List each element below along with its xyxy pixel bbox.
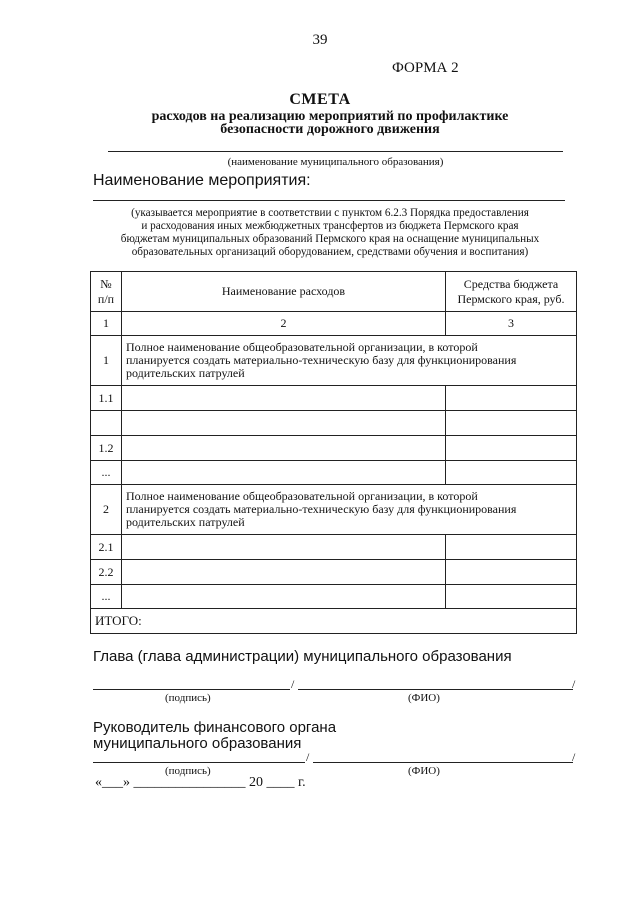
org-line: планируется создать материально-техническую базу для функционирования <box>126 502 517 516</box>
table-cell: 3 <box>446 312 577 336</box>
separator-slash: / <box>306 750 310 764</box>
date-close-quote: » <box>123 775 130 790</box>
table-row <box>91 461 577 485</box>
head-signature-caption: (подпись) <box>165 692 211 704</box>
row-number: 2.1 <box>91 535 122 560</box>
expense-name-cell[interactable] <box>122 585 446 609</box>
date-year-blank[interactable]: ____ <box>266 775 295 790</box>
org-line: Полное наименование общеобразовательной организации, в которой <box>126 489 478 503</box>
expense-name-cell[interactable] <box>122 386 446 411</box>
note-line: образовательных организаций оборудованием, средствами обучения и воспитания) <box>131 246 529 258</box>
finance-head-title <box>93 720 336 752</box>
total-label: ИТОГО: <box>91 609 577 634</box>
finance-signature-line[interactable] <box>93 762 305 763</box>
amount-cell[interactable] <box>446 436 577 461</box>
table-row <box>91 386 577 411</box>
head-signature-line[interactable] <box>93 689 290 690</box>
organization-name-cell[interactable] <box>122 336 577 386</box>
amount-cell[interactable] <box>446 585 577 609</box>
header-budget-funds <box>446 272 577 312</box>
row-number: 1.1 <box>91 386 122 411</box>
header-number <box>91 272 122 312</box>
row-number: 1 <box>91 336 122 386</box>
separator-slash: / <box>572 677 576 691</box>
document-subtitle <box>110 110 550 136</box>
table-row <box>91 560 577 585</box>
table-row <box>91 585 577 609</box>
head-title: Глава (глава администрации) муниципального образования <box>93 648 512 665</box>
event-note <box>95 207 565 259</box>
table-header-row <box>91 272 577 312</box>
header-number-sign: № <box>100 276 112 291</box>
expense-name-cell[interactable] <box>122 560 446 585</box>
row-number: 1.2 <box>91 436 122 461</box>
date-year-prefix: 20 <box>249 775 263 790</box>
municipality-name-line[interactable] <box>108 151 563 152</box>
org-line: родительских патрулей <box>126 515 245 529</box>
head-name-line[interactable] <box>298 689 573 690</box>
note-line: и расходования иных межбюджетных трансфертов из бюджета Пермского края <box>141 220 519 232</box>
subtitle-line: расходов на реализацию мероприятий по профилактике <box>151 109 509 124</box>
org-line: планируется создать материально-техническую базу для функционирования <box>126 353 517 367</box>
page-number: 39 <box>312 32 328 48</box>
amount-cell[interactable] <box>446 411 577 436</box>
finance-title-line: муниципального образования <box>93 735 302 752</box>
date-open-quote: « <box>95 775 102 790</box>
org-line: родительских патрулей <box>126 366 245 380</box>
table-row <box>91 336 577 386</box>
note-line: (указывается мероприятие в соответствии с пунктом 6.2.3 Порядка предоставления <box>131 207 529 219</box>
municipality-caption: (наименование муниципального образования) <box>227 156 444 168</box>
separator-slash: / <box>291 677 295 691</box>
document-title: СМЕТА <box>289 91 351 108</box>
head-name-caption: (ФИО) <box>408 692 440 704</box>
amount-cell[interactable] <box>446 560 577 585</box>
subtitle-line: безопасности дорожного движения <box>220 122 440 137</box>
separator-slash: / <box>572 750 576 764</box>
expense-name-cell[interactable] <box>122 436 446 461</box>
table-row <box>91 411 577 436</box>
row-number: 2.2 <box>91 560 122 585</box>
cost-table <box>90 271 577 634</box>
date-year-suffix: г. <box>298 775 306 790</box>
finance-title-line: Руководитель финансового органа <box>93 719 337 736</box>
expense-name-cell[interactable] <box>122 411 446 436</box>
header-number-abbr: п/п <box>97 291 115 306</box>
table-row <box>91 436 577 461</box>
date-day-blank[interactable]: ___ <box>102 775 123 790</box>
row-number: ... <box>91 461 122 485</box>
event-name-label: Наименование мероприятия: <box>93 172 311 189</box>
header-expense-name: Наименование расходов <box>122 272 446 312</box>
org-line: Полное наименование общеобразовательной организации, в которой <box>126 340 478 354</box>
amount-cell[interactable] <box>446 386 577 411</box>
row-number <box>91 411 122 436</box>
organization-name-cell[interactable] <box>122 485 577 535</box>
table-index-row <box>91 312 577 336</box>
form-label: ФОРМА 2 <box>392 60 459 76</box>
table-cell: 1 <box>91 312 122 336</box>
finance-name-caption: (ФИО) <box>408 765 440 777</box>
row-number: ... <box>91 585 122 609</box>
event-name-line[interactable] <box>93 200 565 201</box>
finance-signature-caption: (подпись) <box>165 765 211 777</box>
table-cell: 2 <box>122 312 446 336</box>
finance-name-line[interactable] <box>313 762 573 763</box>
expense-name-cell[interactable] <box>122 535 446 560</box>
table-total-row <box>91 609 577 634</box>
date-row[interactable] <box>95 775 306 791</box>
note-line: бюджетам муниципальных образований Пермского края на оснащение муниципальных <box>120 233 540 245</box>
date-month-blank[interactable]: ________________ <box>133 775 246 790</box>
amount-cell[interactable] <box>446 461 577 485</box>
row-number: 2 <box>91 485 122 535</box>
amount-cell[interactable] <box>446 535 577 560</box>
table-row <box>91 485 577 535</box>
header-budget-line: Средства бюджета <box>463 276 559 291</box>
header-budget-line: Пермского края, руб. <box>457 291 565 306</box>
table-row <box>91 535 577 560</box>
expense-name-cell[interactable] <box>122 461 446 485</box>
